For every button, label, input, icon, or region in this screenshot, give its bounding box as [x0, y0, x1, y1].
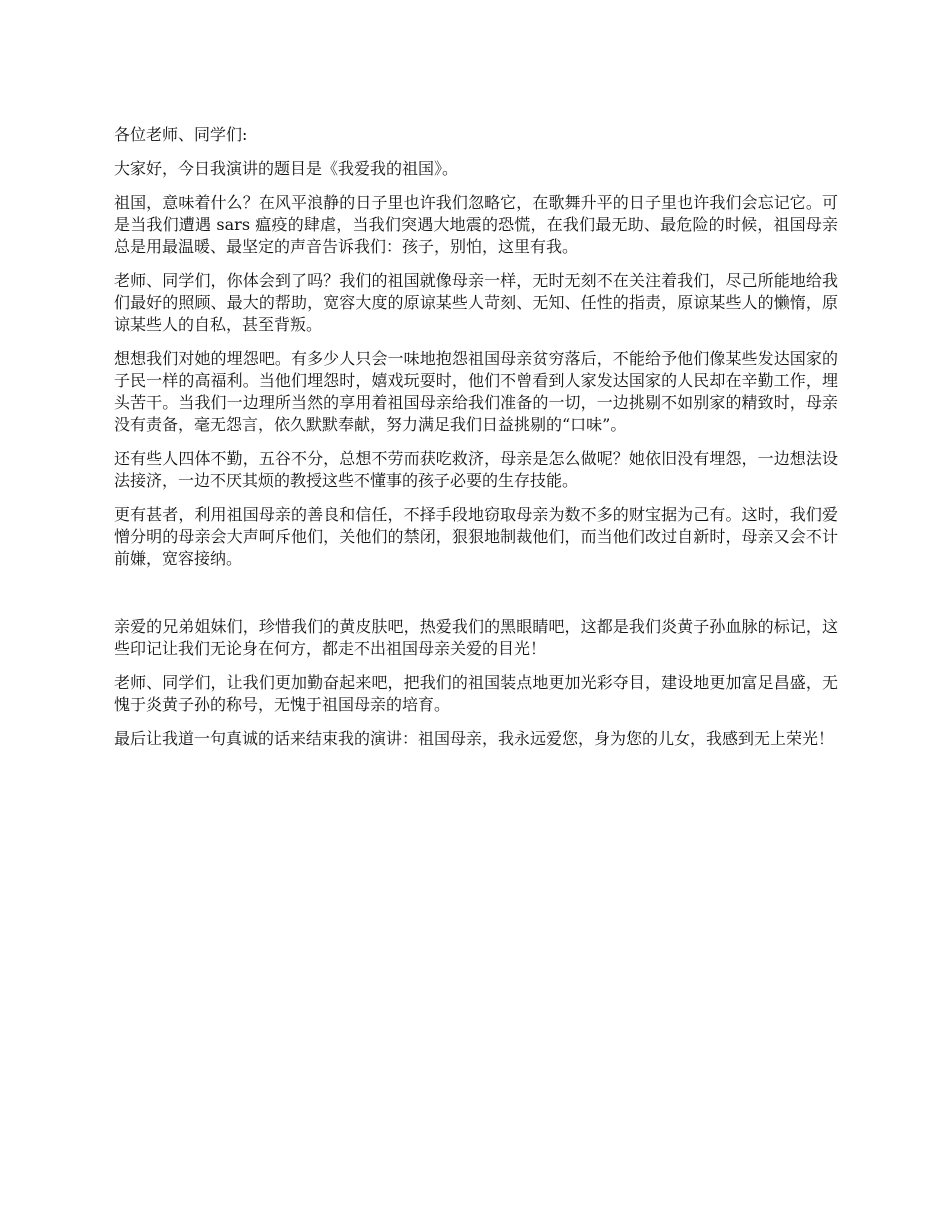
paragraph: 祖国，意味着什么？在风平浪静的日子里也许我们忽略它，在歌舞升平的日子里也许我们会忘记它。可是当我们遭遇 sars 瘟疫的肆虐，当我们突遇大地震的恐慌，在我们最无助、最危险的时候，祖国母亲总是用最温暖、最坚定的声音告诉我们：孩子，别怕，这里有我。	[114, 193, 838, 256]
paragraph: 老师、同学们，你体会到了吗？我们的祖国就像母亲一样，无时无刻不在关注着我们，尽己所能地给我们最好的照顾、最大的帮助，宽容大度的原谅某些人苛刻、无知、任性的指责，原谅某些人的懒惰，原谅某些人的自私，甚至背叛。	[114, 271, 838, 334]
speech-intro: 大家好，今日我演讲的题目是《我爱我的祖国》。	[114, 159, 459, 178]
closing-paragraph: 最后让我道一句真诚的话来结束我的演讲：祖国母亲，我永远爱您，身为您的儿女，我感到无上荣光！	[114, 729, 835, 748]
paragraph: 想想我们对她的埋怨吧。有多少人只会一味地抱怨祖国母亲贫穷落后，不能给予他们像某些发达国家的子民一样的高福利。当他们埋怨时，嬉戏玩耍时，他们不曾看到人家发达国家的人民却在辛勤工作，埋头苦干。当我们一边理所当然的享用着祖国母亲给我们准备的一切，一边挑剔不如别家的精致时，母亲没有责备，毫无怨言，依久默默奉献，努力满足我们日益挑剔的“口味”。	[114, 349, 838, 434]
salutation: 各位老师、同学们:	[114, 125, 248, 144]
paragraph: 亲爱的兄弟姐妹们，珍惜我们的黄皮肤吧，热爱我们的黑眼睛吧，这都是我们炎黄子孙血脉的标记，这些印记让我们无论身在何方，都走不出祖国母亲关爱的目光！	[114, 617, 838, 658]
document-page	[114, 124, 838, 762]
paragraph: 还有些人四体不勤，五谷不分，总想不劳而获吃救济，母亲是怎么做呢？她依旧没有埋怨，一边想法设法接济，一边不厌其烦的教授这些不懂事的孩子必要的生存技能。	[114, 449, 838, 490]
paragraph: 老师、同学们，让我们更加勤奋起来吧，把我们的祖国装点地更加光彩夺目，建设地更加富足昌盛，无愧于炎黄子孙的称号，无愧于祖国母亲的培育。	[114, 673, 838, 714]
section-gap	[114, 582, 838, 616]
paragraph: 更有甚者，利用祖国母亲的善良和信任，不择手段地窃取母亲为数不多的财宝据为己有。这时，我们爱憎分明的母亲会大声呵斥他们，关他们的禁闭，狠狠地制裁他们，而当他们改过自新时，母亲又会不计前嫌，宽容接纳。	[114, 505, 838, 568]
